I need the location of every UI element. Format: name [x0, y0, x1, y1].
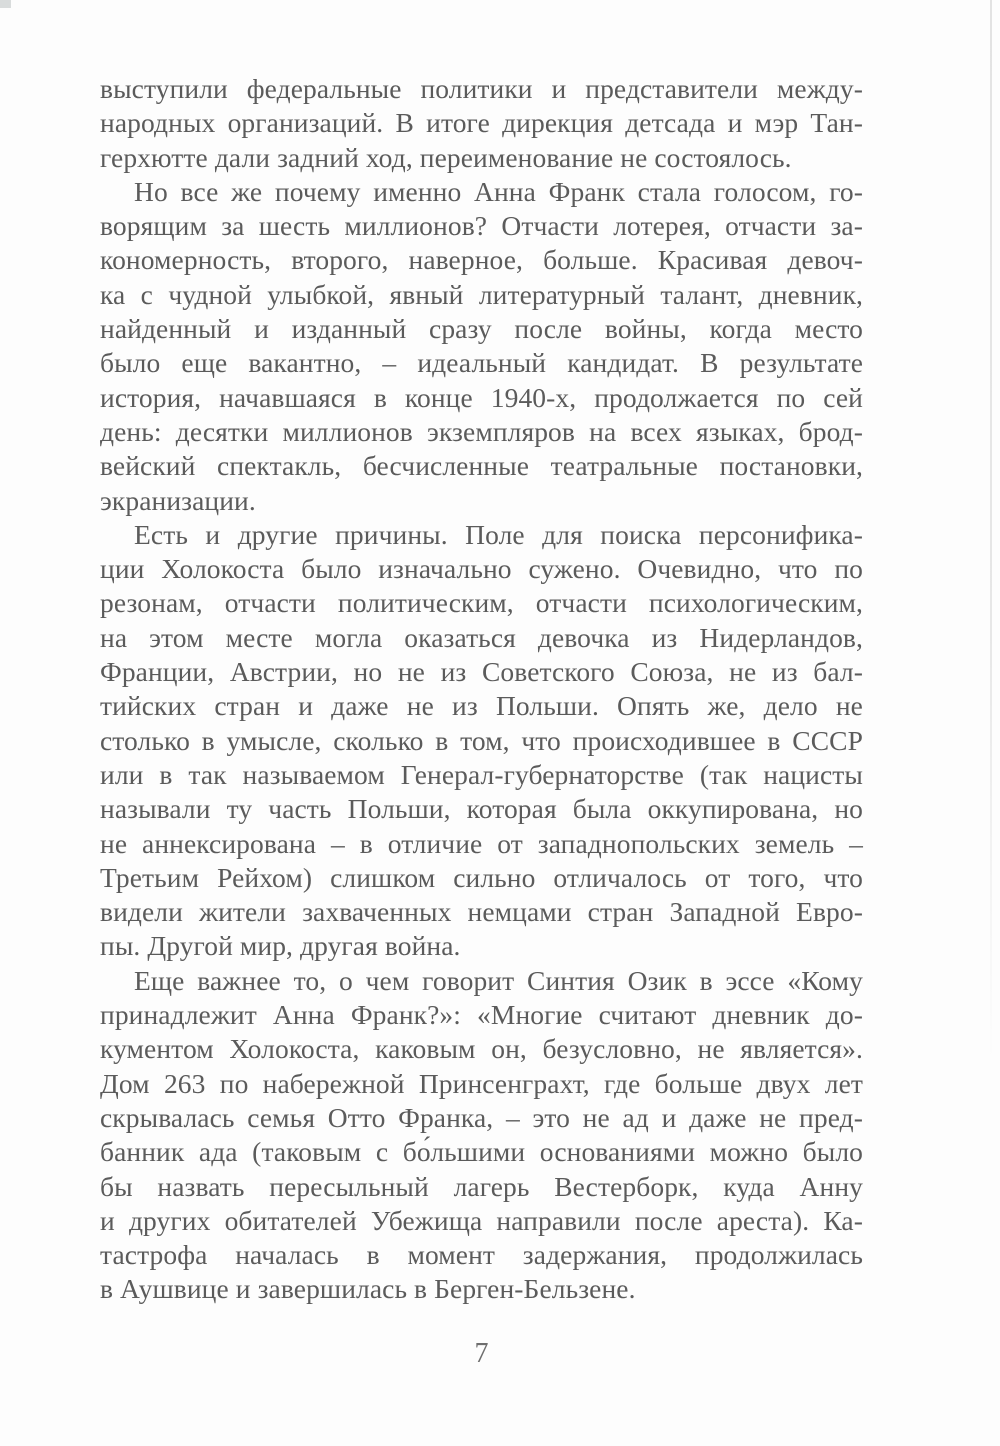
text-line: в Аушвице и завершилась в Берген-Бельзене. — [100, 1273, 636, 1305]
text-line: резонам, отчасти политическим, отчасти психологическим, — [100, 587, 863, 619]
paragraph — [100, 175, 863, 518]
text-line: Третьим Рейхом) слишком сильно отличалось от того, что — [100, 861, 863, 893]
scan-corner-artifact — [0, 0, 11, 8]
text-line: кономерность, второго, наверное, больше. Красивая девоч- — [100, 244, 863, 276]
text-line: Но все же почему именно Анна Франк стала голосом, го- — [134, 175, 863, 207]
text-line: принадлежит Анна Франк?»: «Многие считают дневник до- — [100, 999, 863, 1031]
text-line: кументом Холокоста, каковым он, безусловно, не является». — [100, 1033, 863, 1065]
text-line: видели жители захваченных немцами стран Западной Евро- — [100, 896, 863, 928]
text-line: Еще важнее то, о чем говорит Синтия Озик в эссе «Кому — [134, 964, 863, 996]
paragraph — [100, 518, 863, 964]
text-line: бы назвать пересыльный лагерь Вестерборк, куда Анну — [100, 1170, 863, 1202]
text-line: пы. Другой мир, другая война. — [100, 930, 461, 962]
text-line: или в так называемом Генерал-губернаторстве (так нацисты — [100, 758, 863, 790]
text-block — [100, 72, 863, 1307]
text-line: скрывалась семья Отто Франка, – это не ад и даже не пред- — [100, 1101, 863, 1133]
text-line: герхютте дали задний ход, переименование не состоялось. — [100, 141, 792, 173]
paragraph — [100, 72, 863, 175]
paragraph — [100, 964, 863, 1307]
text-line: найденный и изданный сразу после войны, когда место — [100, 313, 863, 345]
text-line: экранизации. — [100, 484, 256, 516]
text-line: выступили федеральные политики и представители между- — [100, 73, 863, 104]
text-line: ка с чудной улыбкой, явный литературный талант, дневник, — [100, 278, 863, 310]
text-line: ворящим за шесть миллионов? Отчасти лотерея, отчасти за- — [100, 210, 863, 242]
text-line: Есть и другие причины. Поле для поиска персонифика- — [134, 518, 863, 550]
text-line: день: десятки миллионов экземпляров на всех языках, брод- — [100, 415, 863, 447]
text-line: народных организаций. В итоге дирекция детсада и мэр Тан- — [100, 107, 863, 139]
page-number: 7 — [474, 1338, 489, 1369]
text-line: ции Холокоста было изначально сужено. Очевидно, что по — [100, 553, 863, 585]
text-line: банник ада (таковым с бо́льшими основаниями можно было — [100, 1136, 863, 1168]
text-line: столько в умысле, сколько в том, что происходившее в СССР — [100, 724, 863, 756]
text-line: было еще вакантно, – идеальный кандидат. В результате — [100, 347, 863, 379]
text-line: Франции, Австрии, но не из Советского Союза, не из бал- — [100, 656, 863, 688]
text-line: не аннексирована – в отличие от западнопольских земель – — [100, 827, 863, 859]
text-line: и других обитателей Убежища направили после ареста). Ка- — [100, 1204, 863, 1236]
scan-gutter-line — [990, 0, 992, 1060]
text-line: на этом месте могла оказаться девочка из Нидерландов, — [100, 621, 863, 653]
text-line: история, начавшаяся в конце 1940-х, продолжается по сей — [100, 381, 863, 413]
text-line: тастрофа началась в момент задержания, продолжилась — [100, 1239, 863, 1271]
text-line: Дом 263 по набережной Принсенграхт, где больше двух лет — [100, 1067, 863, 1099]
text-line: тийских стран и даже не из Польши. Опять же, дело не — [100, 690, 863, 722]
text-line: вейский спектакль, бесчисленные театральные постановки, — [100, 450, 863, 482]
text-line: называли ту часть Польши, которая была оккупирована, но — [100, 793, 863, 825]
